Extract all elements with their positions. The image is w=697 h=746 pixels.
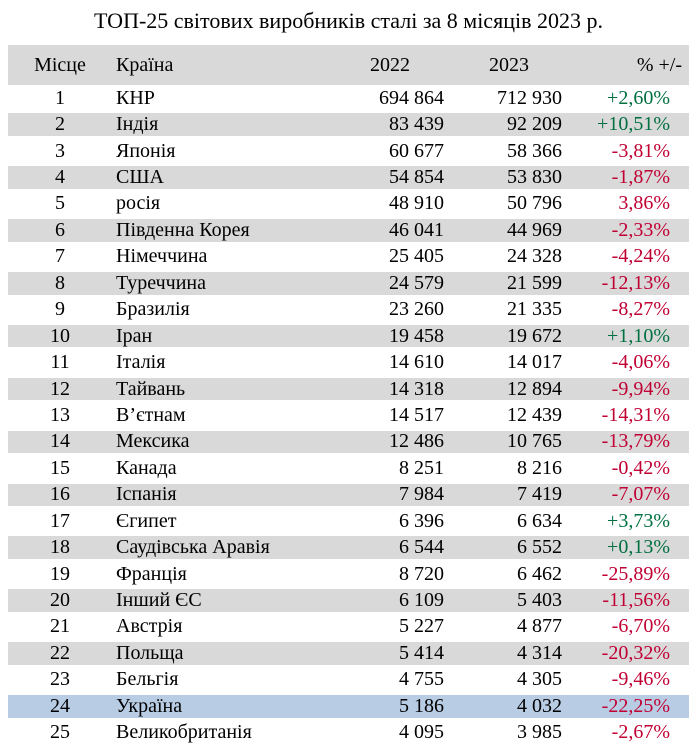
cell-country: Японія bbox=[116, 139, 176, 162]
table-row bbox=[8, 297, 689, 323]
cell-country: Великобританія bbox=[116, 721, 252, 744]
cell-percent: -20,32% bbox=[601, 641, 670, 664]
cell-2023: 58 366 bbox=[507, 139, 562, 162]
table-row bbox=[8, 85, 689, 111]
cell-2022: 4 095 bbox=[399, 721, 444, 744]
table-row bbox=[8, 376, 689, 402]
cell-country: Тайвань bbox=[116, 377, 186, 400]
cell-percent: -1,87% bbox=[611, 166, 670, 189]
cell-2022: 54 854 bbox=[389, 166, 444, 189]
cell-percent: -4,24% bbox=[611, 245, 670, 268]
cell-country: Іран bbox=[116, 324, 153, 347]
table-row bbox=[8, 164, 689, 190]
cell-percent: -4,06% bbox=[611, 351, 670, 374]
cell-percent: -9,94% bbox=[611, 377, 670, 400]
cell-2022: 8 251 bbox=[399, 456, 444, 479]
cell-2023: 12 439 bbox=[507, 403, 562, 426]
cell-2023: 14 017 bbox=[507, 351, 562, 374]
cell-2023: 6 634 bbox=[517, 509, 562, 532]
table-row bbox=[8, 667, 689, 693]
cell-country: Україна bbox=[116, 694, 183, 717]
cell-percent: +2,60% bbox=[607, 86, 670, 109]
cell-2023: 6 462 bbox=[517, 562, 562, 585]
cell-percent: +3,73% bbox=[607, 509, 670, 532]
cell-country: Німеччина bbox=[116, 245, 208, 268]
cell-country: Польща bbox=[116, 641, 184, 664]
cell-place: 2 bbox=[55, 113, 65, 136]
cell-country: США bbox=[116, 166, 164, 189]
cell-2022: 5 227 bbox=[399, 615, 444, 638]
cell-2022: 694 864 bbox=[379, 86, 444, 109]
column-header-percent: % +/- bbox=[636, 53, 682, 76]
cell-country: Іспанія bbox=[116, 483, 177, 506]
cell-place: 1 bbox=[55, 86, 65, 109]
cell-2023: 24 328 bbox=[507, 245, 562, 268]
cell-2022: 6 544 bbox=[399, 536, 444, 559]
column-header-place: Місце bbox=[34, 53, 86, 76]
cell-2023: 4 314 bbox=[517, 641, 562, 664]
table-row bbox=[8, 614, 689, 640]
cell-place: 9 bbox=[55, 298, 65, 321]
cell-place: 12 bbox=[50, 377, 70, 400]
cell-place: 23 bbox=[50, 668, 70, 691]
cell-percent: -7,07% bbox=[611, 483, 670, 506]
cell-2022: 25 405 bbox=[389, 245, 444, 268]
cell-2023: 5 403 bbox=[517, 589, 562, 612]
cell-2022: 24 579 bbox=[389, 271, 444, 294]
table-row bbox=[8, 587, 689, 613]
cell-place: 6 bbox=[55, 218, 65, 241]
table-row bbox=[8, 270, 689, 296]
table-row bbox=[8, 534, 689, 560]
cell-2022: 19 458 bbox=[389, 324, 444, 347]
column-header-2023: 2023 bbox=[489, 53, 529, 76]
cell-percent: -14,31% bbox=[601, 403, 670, 426]
cell-2023: 4 877 bbox=[517, 615, 562, 638]
cell-place: 16 bbox=[50, 483, 70, 506]
cell-country: росія bbox=[116, 192, 161, 215]
table-body bbox=[8, 85, 689, 746]
cell-percent: +10,51% bbox=[597, 113, 670, 136]
cell-percent: -25,89% bbox=[601, 562, 670, 585]
cell-percent: -2,33% bbox=[611, 218, 670, 241]
cell-percent: -0,42% bbox=[611, 456, 670, 479]
cell-country: В’єтнам bbox=[116, 403, 186, 426]
cell-place: 4 bbox=[55, 166, 65, 189]
cell-2023: 92 209 bbox=[507, 113, 562, 136]
table-row bbox=[8, 561, 689, 587]
cell-2023: 6 552 bbox=[517, 536, 562, 559]
table-row bbox=[8, 482, 689, 508]
cell-2022: 46 041 bbox=[389, 218, 444, 241]
cell-place: 5 bbox=[55, 192, 65, 215]
cell-country: Франція bbox=[116, 562, 187, 585]
cell-place: 22 bbox=[50, 641, 70, 664]
table-row bbox=[8, 191, 689, 217]
cell-2022: 23 260 bbox=[389, 298, 444, 321]
cell-2023: 21 599 bbox=[507, 271, 562, 294]
cell-percent: -2,67% bbox=[611, 721, 670, 744]
table-row bbox=[8, 640, 689, 666]
table-row bbox=[8, 693, 689, 719]
table-row bbox=[8, 455, 689, 481]
table-row bbox=[8, 217, 689, 243]
cell-percent: 3,86% bbox=[618, 192, 670, 215]
cell-place: 8 bbox=[55, 271, 65, 294]
cell-place: 21 bbox=[50, 615, 70, 638]
table-row bbox=[8, 349, 689, 375]
cell-2023: 50 796 bbox=[507, 192, 562, 215]
cell-2022: 48 910 bbox=[389, 192, 444, 215]
cell-country: Саудівська Аравія bbox=[116, 536, 270, 559]
cell-2022: 14 610 bbox=[389, 351, 444, 374]
cell-2022: 5 186 bbox=[399, 694, 444, 717]
cell-2023: 53 830 bbox=[507, 166, 562, 189]
steel-producers-table bbox=[8, 45, 689, 746]
cell-percent: -3,81% bbox=[611, 139, 670, 162]
cell-country: Австрія bbox=[116, 615, 183, 638]
cell-place: 15 bbox=[50, 456, 70, 479]
table-row bbox=[8, 323, 689, 349]
table-header-row bbox=[8, 45, 689, 85]
cell-2023: 7 419 bbox=[517, 483, 562, 506]
cell-percent: -22,25% bbox=[601, 694, 670, 717]
cell-2023: 12 894 bbox=[507, 377, 562, 400]
cell-2023: 4 305 bbox=[517, 668, 562, 691]
cell-percent: -6,70% bbox=[611, 615, 670, 638]
cell-2022: 14 517 bbox=[389, 403, 444, 426]
cell-country: Бельгія bbox=[116, 668, 179, 691]
cell-percent: -11,56% bbox=[602, 589, 670, 612]
cell-country: КНР bbox=[116, 86, 155, 109]
cell-2022: 60 677 bbox=[389, 139, 444, 162]
table-row bbox=[8, 402, 689, 428]
cell-2022: 12 486 bbox=[389, 430, 444, 453]
column-header-2022: 2022 bbox=[370, 53, 410, 76]
cell-country: Індія bbox=[116, 113, 159, 136]
cell-place: 13 bbox=[50, 403, 70, 426]
cell-place: 19 bbox=[50, 562, 70, 585]
page-title: ТОП-25 світових виробників сталі за 8 місяців 2023 р. bbox=[94, 8, 603, 33]
cell-2022: 14 318 bbox=[389, 377, 444, 400]
cell-country: Бразилія bbox=[116, 298, 190, 321]
table-row bbox=[8, 111, 689, 137]
cell-country: Італія bbox=[116, 351, 166, 374]
cell-2022: 5 414 bbox=[399, 641, 444, 664]
cell-2023: 10 765 bbox=[507, 430, 562, 453]
cell-country: Канада bbox=[116, 456, 177, 479]
cell-2023: 712 930 bbox=[497, 86, 562, 109]
cell-place: 20 bbox=[50, 589, 70, 612]
column-header-country: Країна bbox=[116, 53, 174, 76]
cell-percent: +1,10% bbox=[607, 324, 670, 347]
cell-place: 10 bbox=[50, 324, 70, 347]
cell-percent: -13,79% bbox=[601, 430, 670, 453]
cell-2023: 3 985 bbox=[517, 721, 562, 744]
cell-2023: 21 335 bbox=[507, 298, 562, 321]
cell-2022: 6 396 bbox=[399, 509, 444, 532]
cell-place: 18 bbox=[50, 536, 70, 559]
cell-place: 25 bbox=[50, 721, 70, 744]
cell-2023: 4 032 bbox=[517, 694, 562, 717]
cell-2023: 8 216 bbox=[517, 456, 562, 479]
cell-2023: 19 672 bbox=[507, 324, 562, 347]
table-row bbox=[8, 138, 689, 164]
cell-country: Південна Корея bbox=[116, 218, 250, 241]
cell-place: 7 bbox=[55, 245, 65, 268]
cell-2022: 7 984 bbox=[399, 483, 444, 506]
table-row bbox=[8, 429, 689, 455]
cell-percent: -12,13% bbox=[601, 271, 670, 294]
cell-place: 24 bbox=[50, 694, 70, 717]
cell-country: Інший ЄС bbox=[116, 589, 202, 612]
cell-percent: -9,46% bbox=[611, 668, 670, 691]
cell-2022: 6 109 bbox=[399, 589, 444, 612]
cell-place: 3 bbox=[55, 139, 65, 162]
cell-country: Туреччина bbox=[116, 271, 206, 294]
cell-2022: 83 439 bbox=[389, 113, 444, 136]
cell-percent: +0,13% bbox=[607, 536, 670, 559]
table-row bbox=[8, 244, 689, 270]
cell-country: Єгипет bbox=[116, 509, 177, 532]
cell-2022: 4 755 bbox=[399, 668, 444, 691]
cell-country: Мексика bbox=[116, 430, 190, 453]
table-row bbox=[8, 508, 689, 534]
cell-place: 11 bbox=[50, 351, 70, 374]
table-row bbox=[8, 720, 689, 746]
cell-percent: -8,27% bbox=[611, 298, 670, 321]
cell-place: 14 bbox=[50, 430, 70, 453]
cell-2023: 44 969 bbox=[507, 218, 562, 241]
cell-2022: 8 720 bbox=[399, 562, 444, 585]
cell-place: 17 bbox=[50, 509, 70, 532]
